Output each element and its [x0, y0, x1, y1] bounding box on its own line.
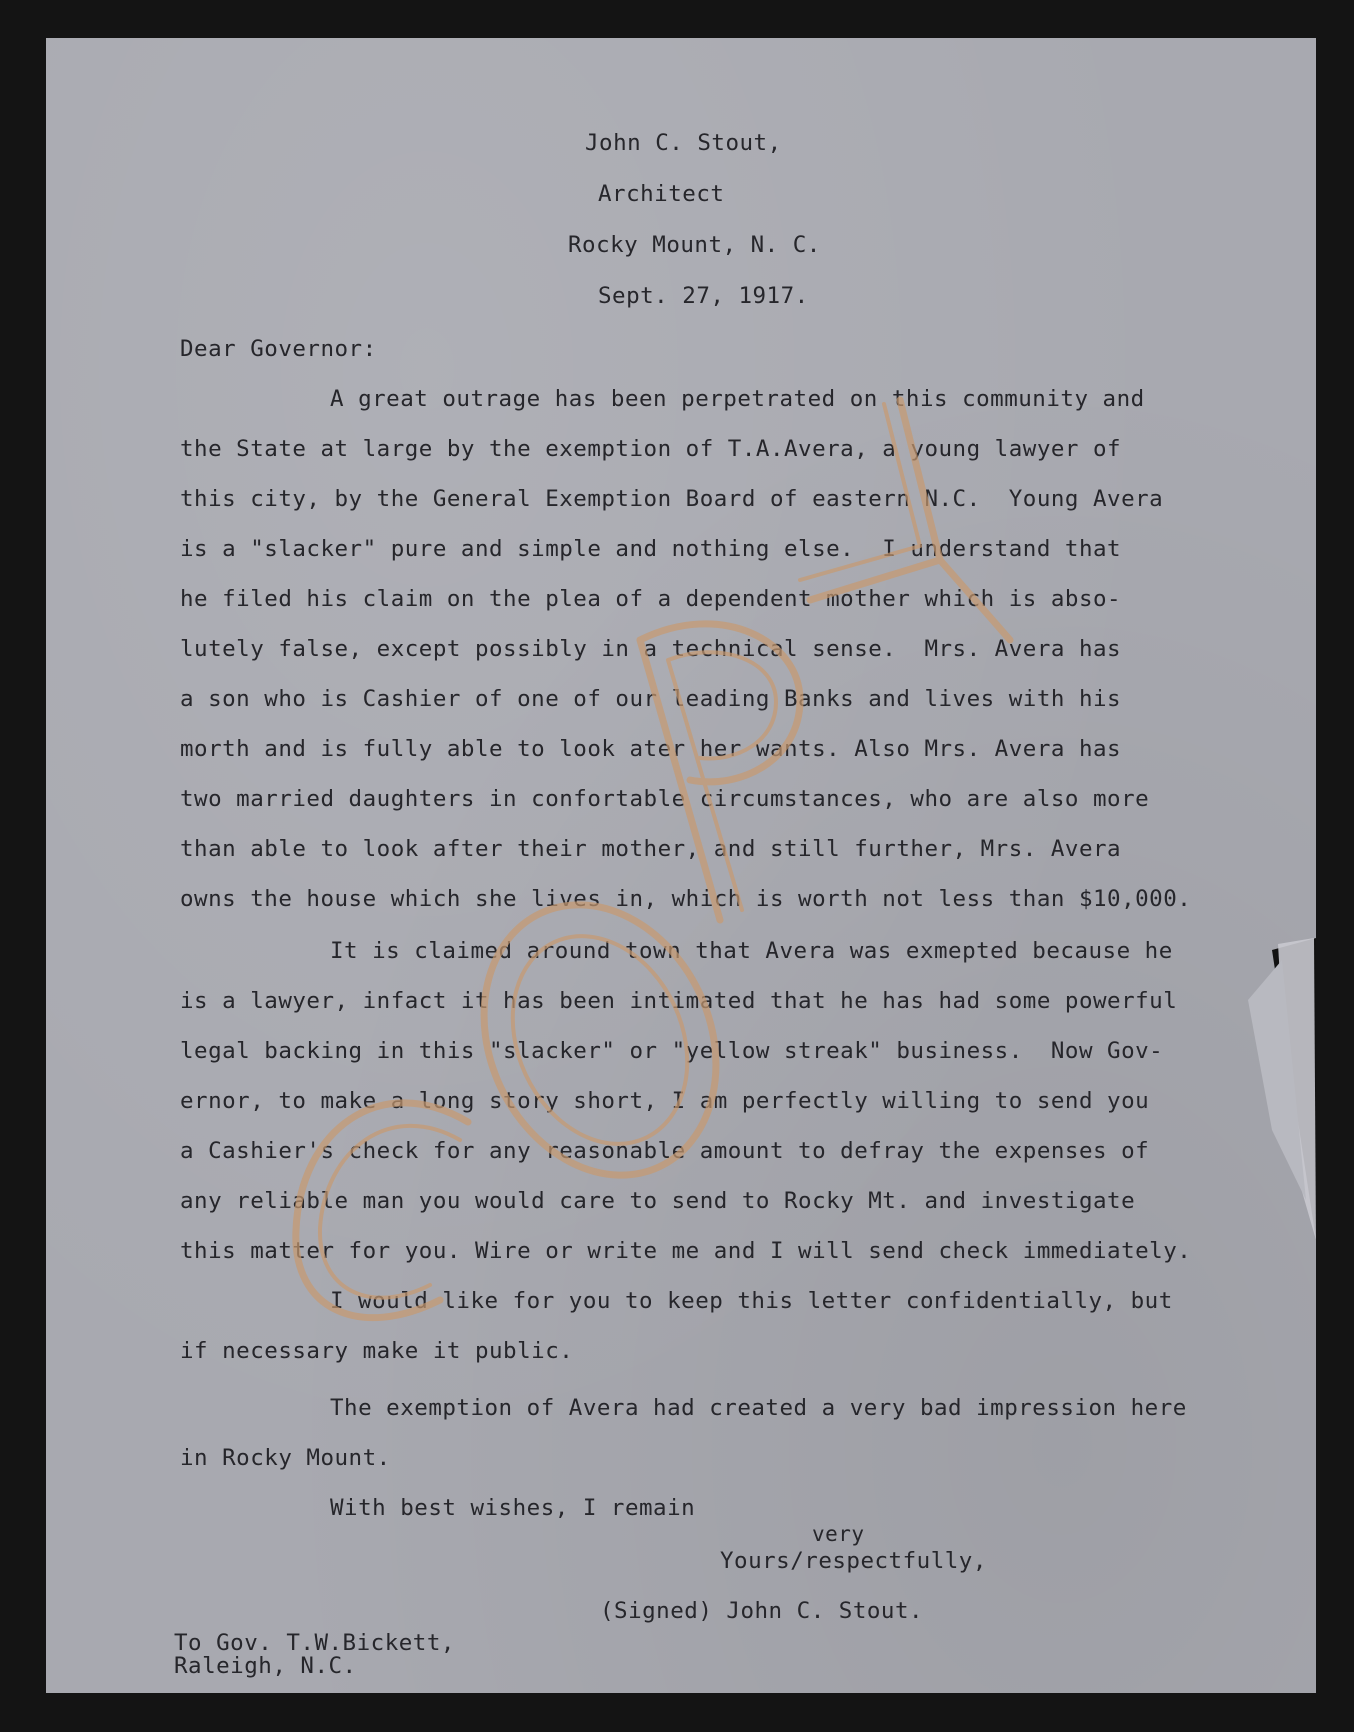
body-line: It is claimed around town that Avera was exmepted because he [330, 938, 1173, 964]
letterhead-location: Rocky Mount, N. C. [568, 232, 821, 258]
body-line: With best wishes, I remain [330, 1495, 696, 1521]
body-line: this matter for you. Wire or write me and I will send check immediately. [180, 1238, 1192, 1264]
body-line: he filed his claim on the plea of a dependent mother which is abso- [180, 586, 1122, 612]
body-line: is a "slacker" pure and simple and nothing else. I understand that [180, 536, 1122, 562]
body-line: in Rocky Mount. [180, 1445, 391, 1471]
body-line: is a lawyer, infact it has been intimated that he has had some powerful [180, 988, 1178, 1014]
body-line: A great outrage has been perpetrated on this community and [330, 386, 1145, 412]
body-line: the State at large by the exemption of T.A.Avera, a young lawyer of [180, 436, 1122, 462]
body-line: I would like for you to keep this letter confidentially, but [330, 1288, 1173, 1314]
body-line: The exemption of Avera had created a very bad impression here [330, 1395, 1187, 1421]
salutation: Dear Governor: [180, 336, 377, 362]
signature-line: (Signed) John C. Stout. [600, 1598, 924, 1624]
body-line: if necessary make it public. [180, 1338, 574, 1364]
letterhead-title: Architect [598, 181, 725, 207]
body-line: two married daughters in confortable circumstances, who are also more [180, 786, 1150, 812]
body-line: lutely false, except possibly in a technical sense. Mrs. Avera has [180, 636, 1122, 662]
body-line: a Cashier's check for any reasonable amount to defray the expenses of [180, 1138, 1150, 1164]
body-line: ernor, to make a long story short, I am perfectly willing to send you [180, 1088, 1150, 1114]
closing-inserted-word: very [812, 1522, 865, 1546]
addressee-name: To Gov. T.W.Bickett, [174, 1630, 455, 1656]
body-line: than able to look after their mother, and still further, Mrs. Avera [180, 836, 1122, 862]
closing-line: Yours/respectfully, [720, 1548, 987, 1574]
body-line: any reliable man you would care to send to Rocky Mt. and investigate [180, 1188, 1136, 1214]
letterhead-name: John C. Stout, [585, 130, 782, 156]
body-line: this city, by the General Exemption Board of eastern N.C. Young Avera [180, 486, 1164, 512]
body-line: morth and is fully able to look ater her wants. Also Mrs. Avera has [180, 736, 1122, 762]
body-line: legal backing in this "slacker" or "yellow streak" business. Now Gov- [180, 1038, 1164, 1064]
body-line: a son who is Cashier of one of our leading Banks and lives with his [180, 686, 1122, 712]
letter-date: Sept. 27, 1917. [598, 283, 809, 309]
body-line: owns the house which she lives in, which is worth not less than $10,000. [180, 886, 1192, 912]
addressee-city: Raleigh, N.C. [174, 1653, 357, 1679]
